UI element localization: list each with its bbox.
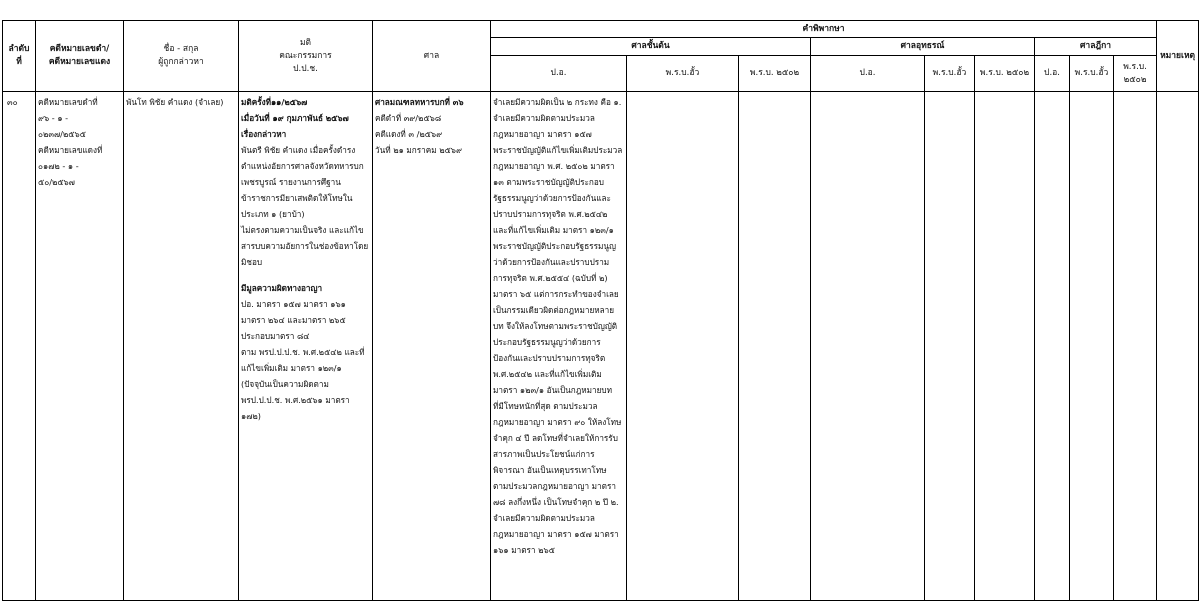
cell-supreme-bid-act [1070,92,1114,601]
judgment-text-line: กฎหมายอาญา พ.ศ. ๒๕๐๒ มาตรา [493,161,615,171]
cell-appeal-bid-act [925,92,975,601]
cell-seq: ๓๐ [3,92,36,601]
judgment-text-line: พ.ศ.๒๕๔๒ และที่แก้ไขเพิ่มเติม [493,369,602,379]
judgment-text-line: กฎหมายอาญา มาตรา ๑๕๗ มาตรา [493,529,619,539]
judgment-text-line: การทุจริต พ.ศ.๒๕๕๔ (ฉบับที่ ๒) [493,273,608,283]
header-supreme-criminal: ป.อ. [1035,56,1070,92]
judgment-text-line: รัฐธรรมนูญว่าด้วยการป้องกันและ [493,193,611,203]
judgment-text-line: กฎหมายอาญา มาตรา ๙๐ ให้ลงโทษ [493,417,622,427]
cell-first-instance-criminal [491,92,627,601]
judgment-text-line: และที่แก้ไขเพิ่มเติม มาตรา ๑๒๓/๑ [493,225,614,235]
judgment-text-line: จำเลยมีความผิดตามประมวล [493,513,595,523]
header-name: ชื่อ - สกุล ผู้ถูกกล่าวหา [124,21,239,92]
judgment-text-line: จำคุก ๔ ปี ลดโทษที่จำเลยให้การรับ [493,433,618,443]
judgment-text-line: ประกอบรัฐธรรมนูญว่าด้วยการ [493,337,601,347]
header-resolution: มติ คณะกรรมการ ป.ป.ช. [239,21,373,92]
cell-remark [1157,92,1199,601]
judgment-text-line: ป้องกันและปราบปรามการทุจริต [493,353,606,363]
table-row [3,92,1199,601]
judgment-table [2,20,1199,601]
judgment-text-line: บท จึงให้ลงโทษตามพระราชบัญญัติ [493,321,618,331]
cell-name: พันโท พิชัย คำแดง (จำเลย) [124,92,239,601]
cell-court: ศาลมณฑลทหารบกที่ ๓๖ คดีดำที่ ๓๙/๒๕๖๘ คดีแดงที่ ๓ /๒๕๖๙ วันที่ ๒๑ มกราคม ๒๕๖๙ [373,92,491,601]
judgment-text-line: ๗๘ ลงกึ่งหนึ่ง เป็นโทษจำคุก ๒ ปี ๒. [493,497,619,507]
header-supreme-act-2502: พ.ร.บ. ๒๕๐๒ [1114,56,1157,92]
cell-supreme-criminal [1035,92,1070,601]
judgment-text-line: มาตรา ๖๕ แต่การกระทำของจำเลย [493,289,619,299]
cell-case-no: คดีหมายเลขดำที่ ๙๖ - ๑ - ๐๒๓๗/๒๕๖๕ คดีหมายเลขแดงที่ ๐๑๗๒ - ๑ - ๕๐/๒๕๖๗ [36,92,124,601]
cell-appeal-act-2502 [975,92,1035,601]
judgment-text-line: สารภาพเป็นประโยชน์แก่การ [493,449,595,459]
header-appeal-act-2502: พ.ร.บ. ๒๕๐๒ [975,56,1035,92]
judgment-text-line: ที่มีโทษหนักที่สุด ตามประมวล [493,401,598,411]
cell-appeal-criminal [811,92,925,601]
cell-supreme-act-2502 [1114,92,1157,601]
judgment-text-line: มาตรา ๑๒๓/๑ อันเป็นกฎหมายบท [493,385,613,395]
judgment-text-line: พิจารณา อันเป็นเหตุบรรเทาโทษ [493,465,607,475]
judgment-text-line: เป็นกรรมเดียวผิดต่อกฎหมายหลาย [493,305,615,315]
header-seq: ลำดับ ที่ [3,21,36,92]
header-first-act-2502: พ.ร.บ. ๒๕๐๒ [739,56,811,92]
cell-resolution: มติครั้งที่๑๑/๒๕๖๗ เมื่อวันที่ ๑๙ กุมภาพันธ์ ๒๕๖๗ เรื่องกล่าวหา พันตรี พิชัย คำแดง เมื่อครั้งดำรง ตำแหน่งอัยการศาลจังหวัดทหารบก เพชรบูรณ์ รายงานการศึฐาน ข้าราชการมียาเสพติดให้โทษใน ประเภท ๑ (ยาบ้า) ไม่ตรงตามความเป็นจริง และแก้ไข สารบบความอัยการในช่องข้อหาโดย มิชอบ มีมูลความผิดทางอาญา ปอ. มาตรา ๑๕๗ มาตรา ๑๖๑ มาตรา ๒๖๔ และมาตรา ๒๖๕ ประกอบมาตรา ๘๔ ตาม พรป.ป.ป.ช. พ.ศ.๒๕๔๒ และที่ แก้ไขเพิ่มเติม มาตรา ๑๒๓/๑ (ปัจจุบันเป็นความผิดตาม พรป.ป.ป.ช. พ.ศ.๒๕๖๑ มาตรา ๑๗๒) [239,92,373,601]
header-first-instance: ศาลชั้นต้น [491,38,811,56]
judgment-text-line: ปราบปรามการทุจริต พ.ศ.๒๕๔๒ [493,209,608,219]
judgment-text-line: ๑๓ ตามพระราชบัญญัติประกอบ [493,177,604,187]
judgment-text-line: ว่าด้วยการป้องกันและปราบปราม [493,257,610,267]
header-court: ศาล [373,21,491,92]
judgment-text-line: จำเลยมีความผิดตามประมวล [493,113,595,123]
header-remark: หมายเหตุ [1157,21,1199,92]
header-supreme-bid-act: พ.ร.บ.ฮั้ว [1070,56,1114,92]
judgment-text-line: จำเลยมีความผิดเป็น ๒ กระทง คือ ๑. [493,97,622,107]
judgment-text-line: ๑๖๑ มาตรา ๒๖๕ [493,545,555,555]
header-appeal-bid-act: พ.ร.บ.ฮั้ว [925,56,975,92]
judgment-text-line: พระราชบัญญัติแก้ไขเพิ่มเติมประมวล [493,145,623,155]
header-first-criminal: ป.อ. [491,56,627,92]
judgment-text-line: พระราชบัญญัติประกอบรัฐธรรมนูญ [493,241,616,251]
cell-first-instance-act-2502 [739,92,811,601]
header-appeal-criminal: ป.อ. [811,56,925,92]
header-appeal: ศาลอุทธรณ์ [811,38,1035,56]
header-case-no: คดีหมายเลขดำ/ คดีหมายเลขแดง [36,21,124,92]
header-supreme: ศาลฎีกา [1035,38,1157,56]
cell-first-instance-bid-act [627,92,739,601]
judgment-text-line: กฎหมายอาญา มาตรา ๑๕๗ [493,129,592,139]
judgment-text-line: ตามประมวลกฎหมายอาญา มาตรา [493,481,616,491]
header-first-bid-act: พ.ร.บ.ฮั้ว [627,56,739,92]
header-judgment: คำพิพากษา [491,21,1157,38]
